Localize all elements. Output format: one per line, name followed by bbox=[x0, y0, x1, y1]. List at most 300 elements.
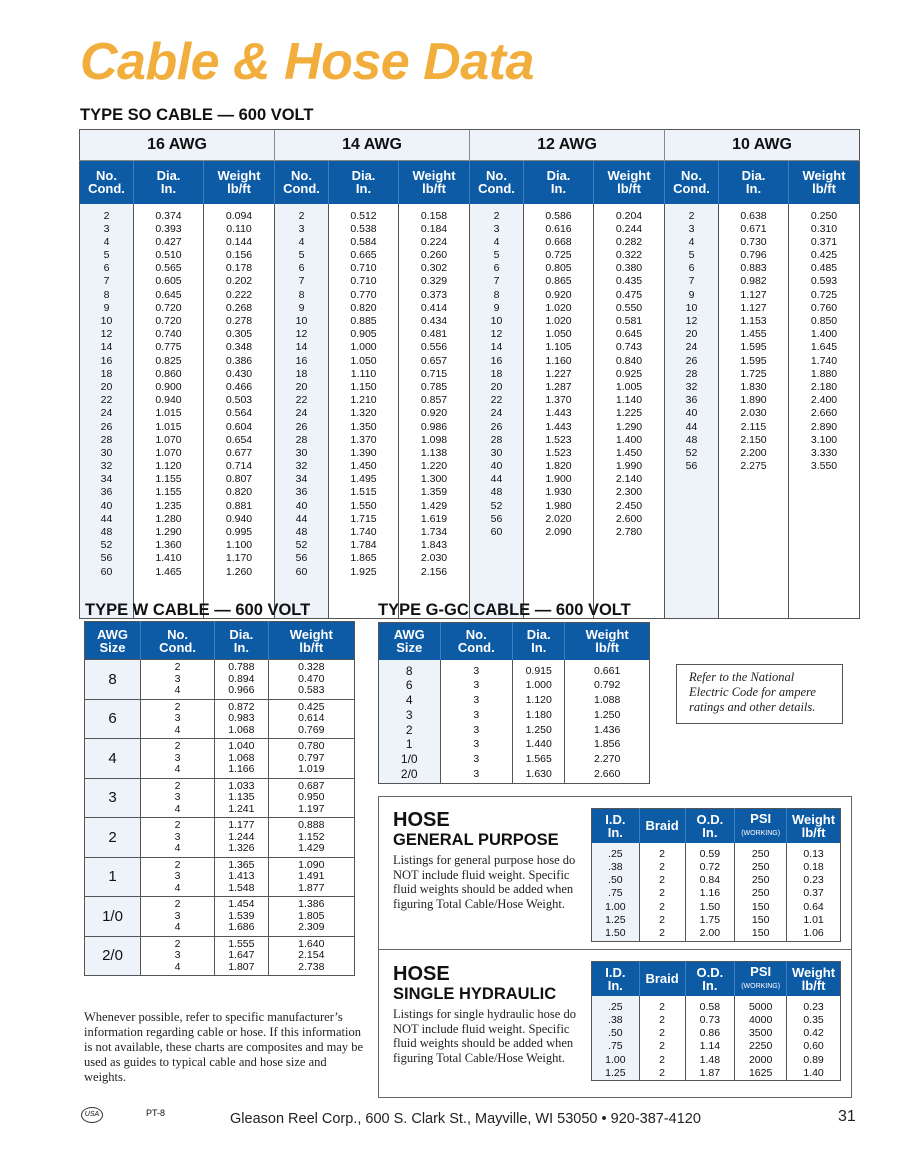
cell-value: 3 bbox=[473, 768, 480, 781]
cell-value: 4 bbox=[174, 960, 181, 973]
cell-value: 7 bbox=[103, 275, 110, 288]
col-header-psi: PSI (WORKING) bbox=[735, 809, 787, 843]
cell-value: 250 bbox=[751, 860, 770, 873]
weight-values bbox=[268, 857, 354, 897]
cell-value: 3 bbox=[174, 830, 181, 843]
cell-value: 0.857 bbox=[420, 394, 448, 407]
hose-general-table bbox=[591, 808, 841, 942]
cell-value: 2 bbox=[659, 1027, 666, 1040]
w-cable-table bbox=[84, 621, 355, 976]
awg-size: 3 bbox=[85, 778, 141, 818]
cell-value: 0.144 bbox=[225, 235, 253, 248]
cell-value: 1.990 bbox=[615, 460, 643, 473]
cell-value: 0.425 bbox=[298, 700, 325, 713]
cell-value: 0.715 bbox=[420, 367, 448, 380]
cell-value: 150 bbox=[751, 900, 770, 913]
cell-value: 1.595 bbox=[740, 354, 767, 367]
cell-value: 0.950 bbox=[298, 791, 325, 803]
cell-value: 2 bbox=[493, 209, 500, 222]
cell-value: 3 bbox=[174, 949, 181, 961]
table-row bbox=[85, 897, 355, 937]
cell-value: 2.890 bbox=[810, 420, 838, 433]
cell-value: 1.370 bbox=[545, 394, 572, 407]
cell-value: 0.414 bbox=[420, 301, 448, 314]
cell-value: 3 bbox=[174, 712, 181, 724]
cell-value: 0.665 bbox=[350, 249, 377, 262]
cell-value: 1.805 bbox=[298, 909, 325, 922]
cell-value: 1.595 bbox=[740, 341, 767, 354]
weight-column bbox=[787, 996, 841, 1081]
awg-size: 2 bbox=[85, 818, 141, 858]
cell-value: 0.13 bbox=[803, 847, 824, 860]
cell-value: 14 bbox=[100, 341, 113, 354]
footer-code: PT-8 bbox=[146, 1108, 166, 1118]
cell-value: 1.740 bbox=[350, 526, 377, 538]
cell-value: 0.614 bbox=[298, 712, 325, 724]
cell-value: 2/0 bbox=[400, 767, 418, 782]
awg-size: 8 bbox=[85, 660, 141, 700]
cell-value: 2250 bbox=[748, 1040, 773, 1053]
cell-value: 2 bbox=[659, 900, 666, 913]
dia-values bbox=[215, 699, 268, 739]
psi-column bbox=[735, 996, 787, 1081]
cell-value: 0.278 bbox=[225, 315, 253, 327]
cell-value: 1.070 bbox=[155, 433, 182, 446]
cell-value: 12 bbox=[100, 328, 113, 341]
cell-value: 1.413 bbox=[228, 870, 255, 882]
cell-value: 1.120 bbox=[525, 694, 552, 707]
weight-column bbox=[565, 660, 650, 784]
cell-value: 0.512 bbox=[350, 209, 377, 222]
cell-value: 0.202 bbox=[225, 275, 253, 288]
cell-value: 0.860 bbox=[155, 367, 182, 380]
cell-value: 4 bbox=[174, 684, 181, 696]
cell-value: 1.06 bbox=[803, 927, 824, 940]
cell-value: 1.150 bbox=[350, 380, 377, 393]
cell-value: 2 bbox=[174, 661, 181, 673]
cell-value: 250 bbox=[751, 874, 770, 887]
cell-value: 0.23 bbox=[803, 1000, 824, 1013]
footer-address: Gleason Reel Corp., 600 S. Clark St., Mayville, WI 53050 • 920-387-4120 bbox=[230, 1111, 701, 1127]
cell-value: 56 bbox=[100, 552, 113, 565]
cell-value: 4 bbox=[688, 235, 695, 248]
col-header-cond: No. Cond. bbox=[80, 161, 134, 204]
cell-value: 1.14 bbox=[699, 1040, 721, 1053]
cell-value: 0.894 bbox=[228, 672, 255, 685]
cell-value: 1.300 bbox=[420, 473, 448, 486]
cell-value: 0.725 bbox=[545, 249, 572, 262]
cell-value: 1.400 bbox=[615, 433, 643, 446]
cell-value: 0.720 bbox=[155, 301, 182, 314]
cell-value: 5 bbox=[298, 249, 305, 262]
cell-value: 12 bbox=[685, 315, 698, 327]
col-header-weight: Weight lb/ft bbox=[268, 622, 354, 660]
cell-value: 1.098 bbox=[420, 433, 448, 446]
cell-value: 0.328 bbox=[298, 661, 325, 673]
cell-value: .38 bbox=[608, 860, 623, 873]
cell-value: 3500 bbox=[748, 1027, 773, 1040]
cell-value: 4 bbox=[493, 235, 500, 248]
cell-value: 3 bbox=[473, 738, 480, 751]
cell-value: 0.760 bbox=[810, 301, 838, 314]
cell-value: 2 bbox=[174, 898, 181, 910]
id-column bbox=[592, 843, 640, 942]
cell-value: 1.005 bbox=[615, 380, 643, 393]
cell-value: 20 bbox=[490, 380, 503, 393]
weight-values bbox=[268, 778, 354, 818]
cell-value: 2 bbox=[659, 860, 666, 873]
cell-value: 7 bbox=[298, 275, 305, 288]
cell-value: 1.515 bbox=[350, 486, 377, 499]
cell-value: 9 bbox=[103, 301, 110, 314]
cell-value: 2 bbox=[174, 700, 181, 713]
cell-value: 1.170 bbox=[225, 552, 253, 565]
cell-value: 0.687 bbox=[298, 779, 325, 792]
cell-value: 2 bbox=[174, 819, 181, 831]
cell-value: 0.393 bbox=[155, 222, 182, 235]
cell-value: 24 bbox=[490, 407, 503, 420]
cell-value: 3 bbox=[103, 222, 110, 235]
od-column bbox=[685, 843, 735, 942]
cell-value: 1.647 bbox=[228, 949, 255, 961]
cell-value: 0.42 bbox=[803, 1027, 824, 1040]
cell-value: 1.250 bbox=[594, 708, 621, 721]
w-cable-title: TYPE W CABLE — 600 VOLT bbox=[85, 601, 311, 619]
cell-value: 0.434 bbox=[420, 315, 448, 327]
cell-value: 0.373 bbox=[420, 288, 448, 301]
ggc-cable-title: TYPE G-GC CABLE — 600 VOLT bbox=[378, 601, 631, 619]
cell-value: .75 bbox=[608, 1040, 623, 1053]
cell-value: 52 bbox=[685, 446, 698, 459]
cell-value: 60 bbox=[490, 526, 503, 538]
cell-value: 0.966 bbox=[228, 684, 255, 696]
cell-value: 4 bbox=[174, 723, 181, 736]
cell-value: 1.227 bbox=[545, 367, 572, 380]
cell-value: 0.322 bbox=[615, 249, 643, 262]
cell-value: 0.250 bbox=[810, 209, 838, 222]
cell-value: 0.430 bbox=[225, 367, 253, 380]
cell-value: 1.25 bbox=[605, 1066, 626, 1079]
cond-column bbox=[470, 204, 524, 619]
cond-values bbox=[141, 897, 215, 937]
cell-value: 34 bbox=[100, 473, 113, 486]
cell-value: 0.178 bbox=[225, 262, 253, 275]
cell-value: 0.865 bbox=[545, 275, 572, 288]
cell-value: 52 bbox=[100, 539, 113, 552]
cell-value: 0.110 bbox=[226, 222, 252, 235]
col-header-id: I.D. In. bbox=[592, 962, 640, 996]
cell-value: 3 bbox=[174, 672, 181, 685]
cell-value: 1.548 bbox=[228, 881, 255, 894]
awg-group-header: 14 AWG bbox=[275, 130, 470, 161]
cell-value: 2 bbox=[659, 927, 666, 940]
cell-value: 0.23 bbox=[803, 874, 824, 887]
ggc-cable-table bbox=[378, 622, 650, 784]
cell-value: 1.350 bbox=[350, 420, 377, 433]
cell-value: 18 bbox=[295, 367, 308, 380]
cell-value: 3 bbox=[473, 753, 480, 766]
cell-value: 1.565 bbox=[525, 753, 552, 766]
cell-value: 3 bbox=[688, 222, 695, 235]
cell-value: 1.177 bbox=[228, 819, 255, 831]
cell-value: 8 bbox=[405, 663, 413, 678]
col-header-weight: Weight lb/ft bbox=[399, 161, 470, 204]
cell-value: 1.155 bbox=[155, 486, 182, 499]
cell-value: 0.616 bbox=[545, 222, 572, 235]
psi-working-note: (WORKING) bbox=[741, 982, 781, 990]
cell-value: 20 bbox=[685, 328, 698, 341]
hose-hydraulic-table bbox=[591, 961, 841, 1081]
cell-value: 1.75 bbox=[699, 913, 721, 926]
cell-value: 2 bbox=[659, 1066, 666, 1079]
cell-value: 0.59 bbox=[699, 847, 721, 860]
cell-value: 0.785 bbox=[420, 380, 448, 393]
cell-value: 5 bbox=[688, 249, 695, 262]
weight-column bbox=[789, 204, 860, 619]
psi-column bbox=[735, 843, 787, 942]
col-header-psi: PSI (WORKING) bbox=[735, 962, 787, 996]
cell-value: 0.725 bbox=[810, 288, 838, 301]
cell-value: 1 bbox=[405, 737, 413, 752]
cond-column bbox=[440, 660, 513, 784]
cell-value: 1.16 bbox=[699, 887, 721, 900]
cell-value: 28 bbox=[295, 433, 308, 446]
col-header-cond: No. Cond. bbox=[470, 161, 524, 204]
col-header-weight: Weight lb/ft bbox=[789, 161, 860, 204]
dia-column bbox=[524, 204, 594, 619]
cell-value: 30 bbox=[490, 446, 503, 459]
cell-value: 1.725 bbox=[740, 367, 767, 380]
cell-value: 1.015 bbox=[155, 420, 182, 433]
cell-value: 2 bbox=[659, 1040, 666, 1053]
cell-value: 0.820 bbox=[350, 301, 377, 314]
cell-value: 1.020 bbox=[545, 301, 572, 314]
cell-value: 1.225 bbox=[615, 407, 643, 420]
cell-value: 3.330 bbox=[810, 446, 838, 459]
table-row bbox=[85, 739, 355, 779]
col-header-od: O.D. In. bbox=[685, 962, 735, 996]
cell-value: 16 bbox=[100, 354, 113, 367]
cell-value: 0.940 bbox=[225, 512, 253, 525]
cond-column bbox=[80, 204, 134, 619]
cell-value: 2 bbox=[174, 779, 181, 792]
cell-value: 1.153 bbox=[740, 315, 767, 327]
cell-value: 6 bbox=[298, 262, 305, 275]
cell-value: 1.105 bbox=[545, 341, 572, 354]
page-number: 31 bbox=[838, 1108, 856, 1125]
cell-value: 0.35 bbox=[803, 1013, 824, 1026]
cell-value: 1.856 bbox=[594, 738, 621, 751]
cell-value: 1.640 bbox=[298, 937, 325, 950]
cell-value: 1.454 bbox=[228, 898, 255, 910]
cell-value: 2.030 bbox=[740, 407, 767, 420]
cell-value: 0.604 bbox=[225, 420, 253, 433]
cell-value: 0.158 bbox=[420, 209, 448, 222]
cell-value: 0.374 bbox=[155, 209, 182, 222]
weight-values bbox=[268, 936, 354, 976]
awg-size: 6 bbox=[85, 699, 141, 739]
cell-value: 1.807 bbox=[228, 960, 255, 973]
cell-value: 2 bbox=[659, 1000, 666, 1013]
cell-value: 0.260 bbox=[420, 249, 448, 262]
col-header-awg: AWG Size bbox=[379, 623, 441, 660]
col-header-braid: Braid bbox=[639, 962, 685, 996]
cell-value: 0.584 bbox=[350, 235, 377, 248]
cell-value: 0.282 bbox=[615, 235, 643, 248]
cell-value: 1.359 bbox=[420, 486, 448, 499]
cond-values bbox=[141, 739, 215, 779]
cell-value: 1.00 bbox=[605, 1053, 626, 1066]
cell-value: 0.796 bbox=[740, 249, 767, 262]
cell-value: 0.920 bbox=[420, 407, 448, 420]
col-header-dia: Dia. In. bbox=[329, 161, 399, 204]
cell-value: 2.180 bbox=[810, 380, 838, 393]
cell-value: 0.475 bbox=[615, 288, 643, 301]
cell-value: 1.135 bbox=[228, 791, 255, 803]
cell-value: 1.00 bbox=[605, 900, 626, 913]
cond-values bbox=[141, 699, 215, 739]
cell-value: 1.220 bbox=[420, 460, 448, 473]
cell-value: 1.784 bbox=[350, 539, 377, 552]
cell-value: 2.020 bbox=[545, 512, 572, 525]
col-header-braid: Braid bbox=[639, 809, 685, 843]
cell-value: 16 bbox=[490, 354, 503, 367]
cell-value: 4 bbox=[174, 881, 181, 894]
cell-value: 0.18 bbox=[803, 860, 824, 873]
cell-value: 150 bbox=[751, 913, 770, 926]
cell-value: 56 bbox=[295, 552, 308, 565]
cell-value: 1.877 bbox=[298, 881, 325, 894]
cell-value: 2.738 bbox=[298, 960, 325, 973]
cell-value: 1.050 bbox=[350, 354, 377, 367]
dia-column bbox=[134, 204, 204, 619]
cell-value: 0.710 bbox=[350, 275, 377, 288]
awg-group-header: 16 AWG bbox=[80, 130, 275, 161]
cell-value: 22 bbox=[490, 394, 503, 407]
cell-value: 1.40 bbox=[803, 1066, 824, 1079]
cell-value: 1.386 bbox=[298, 898, 325, 910]
cell-value: 0.657 bbox=[420, 354, 448, 367]
cell-value: 24 bbox=[295, 407, 308, 420]
cell-value: 22 bbox=[100, 394, 113, 407]
cell-value: .50 bbox=[608, 1027, 623, 1040]
cell-value: 1.390 bbox=[350, 446, 377, 459]
cell-value: 1.715 bbox=[350, 512, 377, 525]
cell-value: 0.73 bbox=[699, 1013, 721, 1026]
cell-value: 1.068 bbox=[228, 751, 255, 764]
cell-value: 1.50 bbox=[699, 900, 721, 913]
dia-column bbox=[719, 204, 789, 619]
so-cable-title: TYPE SO CABLE — 600 VOLT bbox=[80, 106, 314, 124]
cell-value: 0.743 bbox=[615, 341, 643, 354]
col-header-weight: Weight lb/ft bbox=[787, 809, 841, 843]
cell-value: 10 bbox=[685, 301, 698, 314]
cell-value: 0.427 bbox=[155, 235, 182, 248]
cell-value: 0.654 bbox=[225, 433, 253, 446]
cell-value: 2.600 bbox=[615, 512, 643, 525]
cell-value: 0.89 bbox=[803, 1053, 824, 1066]
cell-value: 2000 bbox=[748, 1053, 773, 1066]
cell-value: 1.197 bbox=[298, 802, 325, 815]
cell-value: 0.204 bbox=[615, 209, 643, 222]
cell-value: 2.00 bbox=[699, 927, 721, 940]
cell-value: 3 bbox=[493, 222, 500, 235]
cell-value: 1.070 bbox=[155, 446, 182, 459]
cell-value: 0.770 bbox=[350, 288, 377, 301]
cell-value: 7 bbox=[688, 275, 695, 288]
cell-value: 1.01 bbox=[803, 913, 824, 926]
cell-value: 0.797 bbox=[298, 751, 325, 764]
cell-value: 0.982 bbox=[740, 275, 767, 288]
cell-value: 0.466 bbox=[225, 380, 253, 393]
weight-values bbox=[268, 699, 354, 739]
cond-values bbox=[141, 818, 215, 858]
awg-size: 4 bbox=[85, 739, 141, 779]
cell-value: 40 bbox=[295, 499, 308, 512]
cell-value: 1.040 bbox=[228, 740, 255, 752]
cell-value: 8 bbox=[103, 288, 110, 301]
cell-value: 0.888 bbox=[298, 819, 325, 831]
cell-value: 0.268 bbox=[225, 301, 253, 314]
od-column bbox=[685, 996, 735, 1081]
col-header-dia: Dia. In. bbox=[719, 161, 789, 204]
col-header-weight: Weight lb/ft bbox=[594, 161, 665, 204]
cell-value: 2.090 bbox=[545, 526, 572, 538]
col-header-dia: Dia. In. bbox=[215, 622, 268, 660]
cell-value: 56 bbox=[685, 460, 698, 473]
cell-value: 0.872 bbox=[228, 700, 255, 713]
cell-value: 0.792 bbox=[594, 679, 621, 692]
cell-value: 2 bbox=[659, 887, 666, 900]
cell-value: 1.127 bbox=[740, 301, 767, 314]
cell-value: 1.686 bbox=[228, 921, 255, 933]
cell-value: 0.677 bbox=[225, 446, 253, 459]
cell-value: 3 bbox=[473, 708, 480, 721]
cell-value: 1.443 bbox=[545, 420, 572, 433]
cell-value: 14 bbox=[295, 341, 308, 354]
weight-column bbox=[594, 204, 665, 619]
cell-value: 34 bbox=[295, 473, 308, 486]
hose-general-info bbox=[393, 810, 578, 911]
dia-values bbox=[215, 818, 268, 858]
cell-value: 56 bbox=[490, 512, 503, 525]
cell-value: 0.661 bbox=[594, 664, 621, 677]
cell-value: 4 bbox=[174, 763, 181, 775]
table-row bbox=[85, 660, 355, 700]
cell-value: 2.115 bbox=[740, 420, 767, 433]
cell-value: 60 bbox=[295, 565, 308, 578]
cell-value: 30 bbox=[295, 446, 308, 459]
cell-value: 32 bbox=[100, 460, 113, 473]
cell-value: 0.581 bbox=[615, 315, 643, 327]
cell-value: 0.470 bbox=[298, 672, 325, 685]
cell-value: 0.583 bbox=[298, 684, 325, 696]
cell-value: 0.740 bbox=[155, 328, 182, 341]
col-header-weight: Weight lb/ft bbox=[204, 161, 275, 204]
cell-value: 48 bbox=[100, 526, 113, 538]
cell-value: 0.986 bbox=[420, 420, 448, 433]
hose-divider bbox=[378, 949, 852, 950]
braid-column bbox=[639, 996, 685, 1081]
cell-value: 1.100 bbox=[225, 539, 253, 552]
col-header-weight: Weight lb/ft bbox=[787, 962, 841, 996]
cell-value: 1.260 bbox=[225, 565, 253, 578]
hose-general-title: HOSE bbox=[393, 809, 450, 831]
dia-column bbox=[329, 204, 399, 619]
cond-column bbox=[275, 204, 329, 619]
hose-hydraulic-info bbox=[393, 964, 578, 1065]
cell-value: 1.843 bbox=[420, 539, 448, 552]
